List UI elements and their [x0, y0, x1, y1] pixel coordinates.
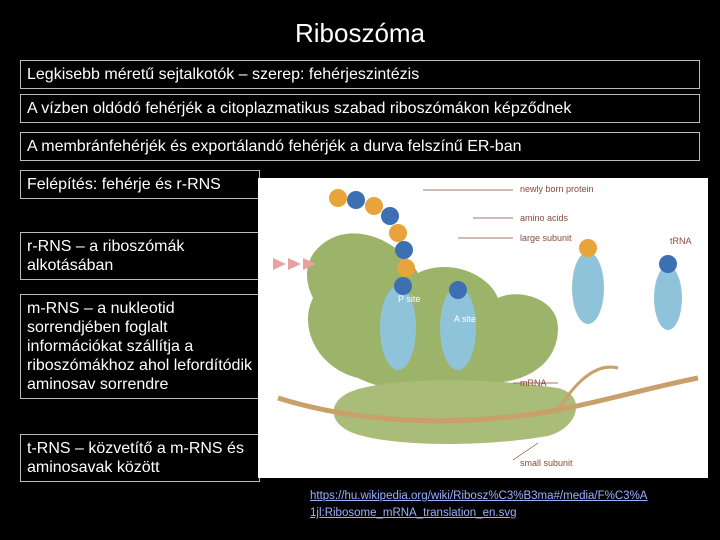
label-a-site: A site — [454, 314, 477, 324]
bullet-trna: t-RNS – közvetítő a m-RNS és aminosavak között — [20, 434, 260, 482]
amino-acid-a-site — [449, 281, 467, 299]
ribosome-translation-figure — [258, 178, 708, 478]
trna-free-right — [654, 266, 682, 330]
arrow-2 — [288, 258, 301, 270]
label-small-subunit: small subunit — [520, 458, 573, 468]
bullet-mrna: m-RNS – a nukleotid sorrendjében foglalt információkat szállítja a riboszómákhoz ahol lefordítódik aminosav sorrendre — [20, 294, 260, 399]
arrow-1 — [273, 258, 286, 270]
amino-acid-free-right — [659, 255, 677, 273]
label-p-site: P site — [398, 294, 421, 304]
source-link[interactable]: https://hu.wikipedia.org/wiki/Ribosz%C3%B3ma#/media/F%C3%A1jl:Ribosome_mRNA_translation_en.svg — [310, 490, 648, 519]
amino-acid-free — [579, 239, 597, 257]
bullet-structure: Felépítés: fehérje és r-RNS — [20, 170, 260, 199]
label-amino-acids: amino acids — [520, 213, 569, 223]
bullet-rough-er: A membránfehérjék és exportálandó fehérjék a durva felszínű ER-ban — [20, 132, 700, 161]
label-mrna: mRNA — [520, 378, 547, 388]
label-trna: tRNA — [670, 236, 692, 246]
ribosome-diagram — [258, 178, 708, 478]
slide-title: Riboszóma — [294, 18, 426, 48]
trna-free — [572, 252, 604, 324]
bullet-rrna: r-RNS – a riboszómák alkotásában — [20, 232, 260, 280]
label-newly-born-protein: newly born protein — [520, 184, 594, 194]
bullet-free-ribosomes: A vízben oldódó fehérjék a citoplazmatikus szabad riboszómákon képződnek — [20, 94, 700, 123]
bullet-role: Legkisebb méretű sejtalkotók – szerep: fehérjeszintézis — [20, 60, 700, 89]
large-subunit-shape — [307, 233, 558, 391]
label-large-subunit: large subunit — [520, 233, 572, 243]
